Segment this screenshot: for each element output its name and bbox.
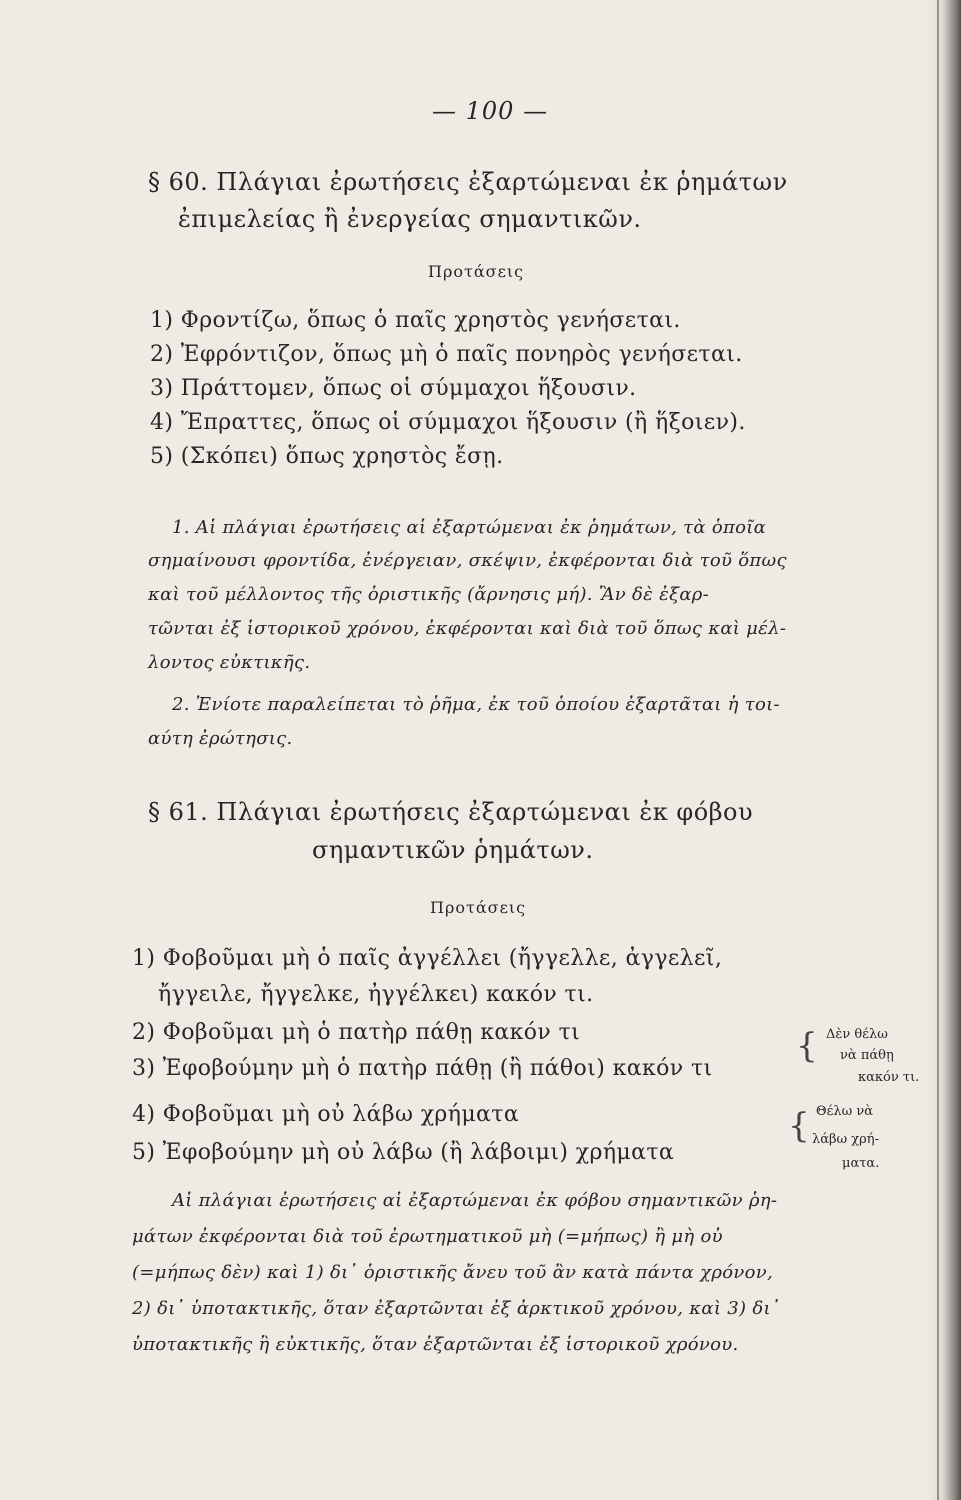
book-edge-line <box>937 0 939 1500</box>
brace-lower: { <box>788 1106 810 1146</box>
section-61-note-line: (=μήπως δὲν) καὶ 1) δι᾽ ὁριστικῆς ἄνευ τοῦ ἂν κατὰ πάντα χρόνον, <box>132 1262 774 1283</box>
section-60-note-line: αύτη ἐρώτησις. <box>148 728 293 749</box>
section-60-note-line: 1. Αἱ πλάγιαι ἐρωτήσεις αἱ ἐξαρτώμεναι ἐκ ῥημάτων, τὰ ὁποῖα <box>172 517 767 538</box>
book-edge-shadow <box>927 0 961 1500</box>
side-note-line: ματα. <box>842 1156 880 1171</box>
section-61-note-line: 2) δι᾽ ὑποτακτικῆς, ὅταν ἐξαρτῶνται ἐξ ἀρκτικοῦ χρόνου, καὶ 3) δι᾽ <box>132 1298 781 1319</box>
side-note-line: κακόν τι. <box>858 1070 920 1085</box>
section-61-heading-line1: § 61. Πλάγιαι ἐρωτήσεις ἐξαρτώμεναι ἐκ φόβου <box>148 798 754 826</box>
section-61-example-2: 2) Φοβοῦμαι μὴ ὁ πατὴρ πάθῃ κακόν τι <box>132 1020 581 1045</box>
section-60-note-line: λοντος εὐκτικῆς. <box>148 652 311 673</box>
section-60-example-3: 3) Πράττομεν, ὅπως οἱ σύμμαχοι ἥξουσιν. <box>150 376 637 401</box>
side-note-line: Θέλω νὰ <box>816 1104 874 1119</box>
section-60-example-4: 4) Ἔπραττες, ὅπως οἱ σύμμαχοι ἥξουσιν (ἢ ἥξοιεν). <box>150 410 746 435</box>
section-60-example-5: 5) (Σκόπει) ὅπως χρηστὸς ἔσῃ. <box>150 444 504 469</box>
section-60-example-1: 1) Φροντίζω, ὅπως ὁ παῖς χρηστὸς γενήσεται. <box>150 308 681 333</box>
section-61-note-line: ὑποτακτικῆς ἢ εὐκτικῆς, ὅταν ἐξαρτῶνται ἐξ ἱστορικοῦ χρόνου. <box>132 1334 739 1355</box>
section-61-example-5: 5) Ἐφοβούμην μὴ οὐ λάβω (ἢ λάβοιμι) χρήματα <box>132 1140 675 1165</box>
section-60-subheading: Προτάσεις <box>428 262 525 281</box>
section-61-example-3: 3) Ἐφοβούμην μὴ ὁ πατὴρ πάθῃ (ἢ πάθοι) κακόν τι <box>132 1056 713 1081</box>
section-60-example-2: 2) Ἐφρόντιζον, ὅπως μὴ ὁ παῖς πονηρὸς γενήσεται. <box>150 342 743 367</box>
section-61-example-4: 4) Φοβοῦμαι μὴ οὐ λάβω χρήματα <box>132 1102 520 1127</box>
side-note-line: λάβω χρή- <box>812 1132 879 1147</box>
section-60-note-line: 2. Ἐνίοτε παραλείπεται τὸ ῥῆμα, ἐκ τοῦ ὁποίου ἐξαρτᾶται ἡ τοι- <box>172 694 780 715</box>
section-61-subheading: Προτάσεις <box>430 898 527 917</box>
section-60-note-line: καὶ τοῦ μέλλοντος τῆς ὁριστικῆς (ἄρνησις μή). Ἂν δὲ ἐξαρ- <box>148 584 710 605</box>
section-60-note-line: τῶνται ἐξ ἱστορικοῦ χρόνου, ἐκφέρονται καὶ διὰ τοῦ ὅπως καὶ μέλ- <box>148 618 787 639</box>
brace-upper: { <box>796 1026 818 1066</box>
section-61-heading-line2: σημαντικῶν ῥημάτων. <box>312 836 594 864</box>
section-61-note-line: μάτων ἐκφέρονται διὰ τοῦ ἐρωτηματικοῦ μὴ (=μήπως) ἢ μὴ οὐ <box>132 1226 723 1247</box>
section-61-example-1-cont: ἤγγειλε, ἤγγελκε, ἠγγέλκει) κακόν τι. <box>158 982 594 1007</box>
section-61-example-1: 1) Φοβοῦμαι μὴ ὁ παῖς ἀγγέλλει (ἤγγελλε, ἀγγελεῖ, <box>132 946 723 971</box>
side-note-line: Δὲν θέλω <box>826 1027 888 1042</box>
page-number: — 100 — <box>432 97 549 125</box>
section-60-note-line: σημαίνουσι φροντίδα, ἐνέργειαν, σκέψιν, ἐκφέρονται διὰ τοῦ ὅπως <box>148 550 787 571</box>
side-note-line: νὰ πάθῃ <box>840 1048 894 1063</box>
section-60-heading-line1: § 60. Πλάγιαι ἐρωτήσεις ἐξαρτώμεναι ἐκ ῥημάτων <box>148 168 788 196</box>
section-61-note-line: Αἱ πλάγιαι ἐρωτήσεις αἱ ἐξαρτώμεναι ἐκ φόβου σημαντικῶν ῥη- <box>172 1190 778 1211</box>
section-60-heading-line2: ἐπιμελείας ἢ ἐνεργείας σημαντικῶν. <box>178 205 642 233</box>
